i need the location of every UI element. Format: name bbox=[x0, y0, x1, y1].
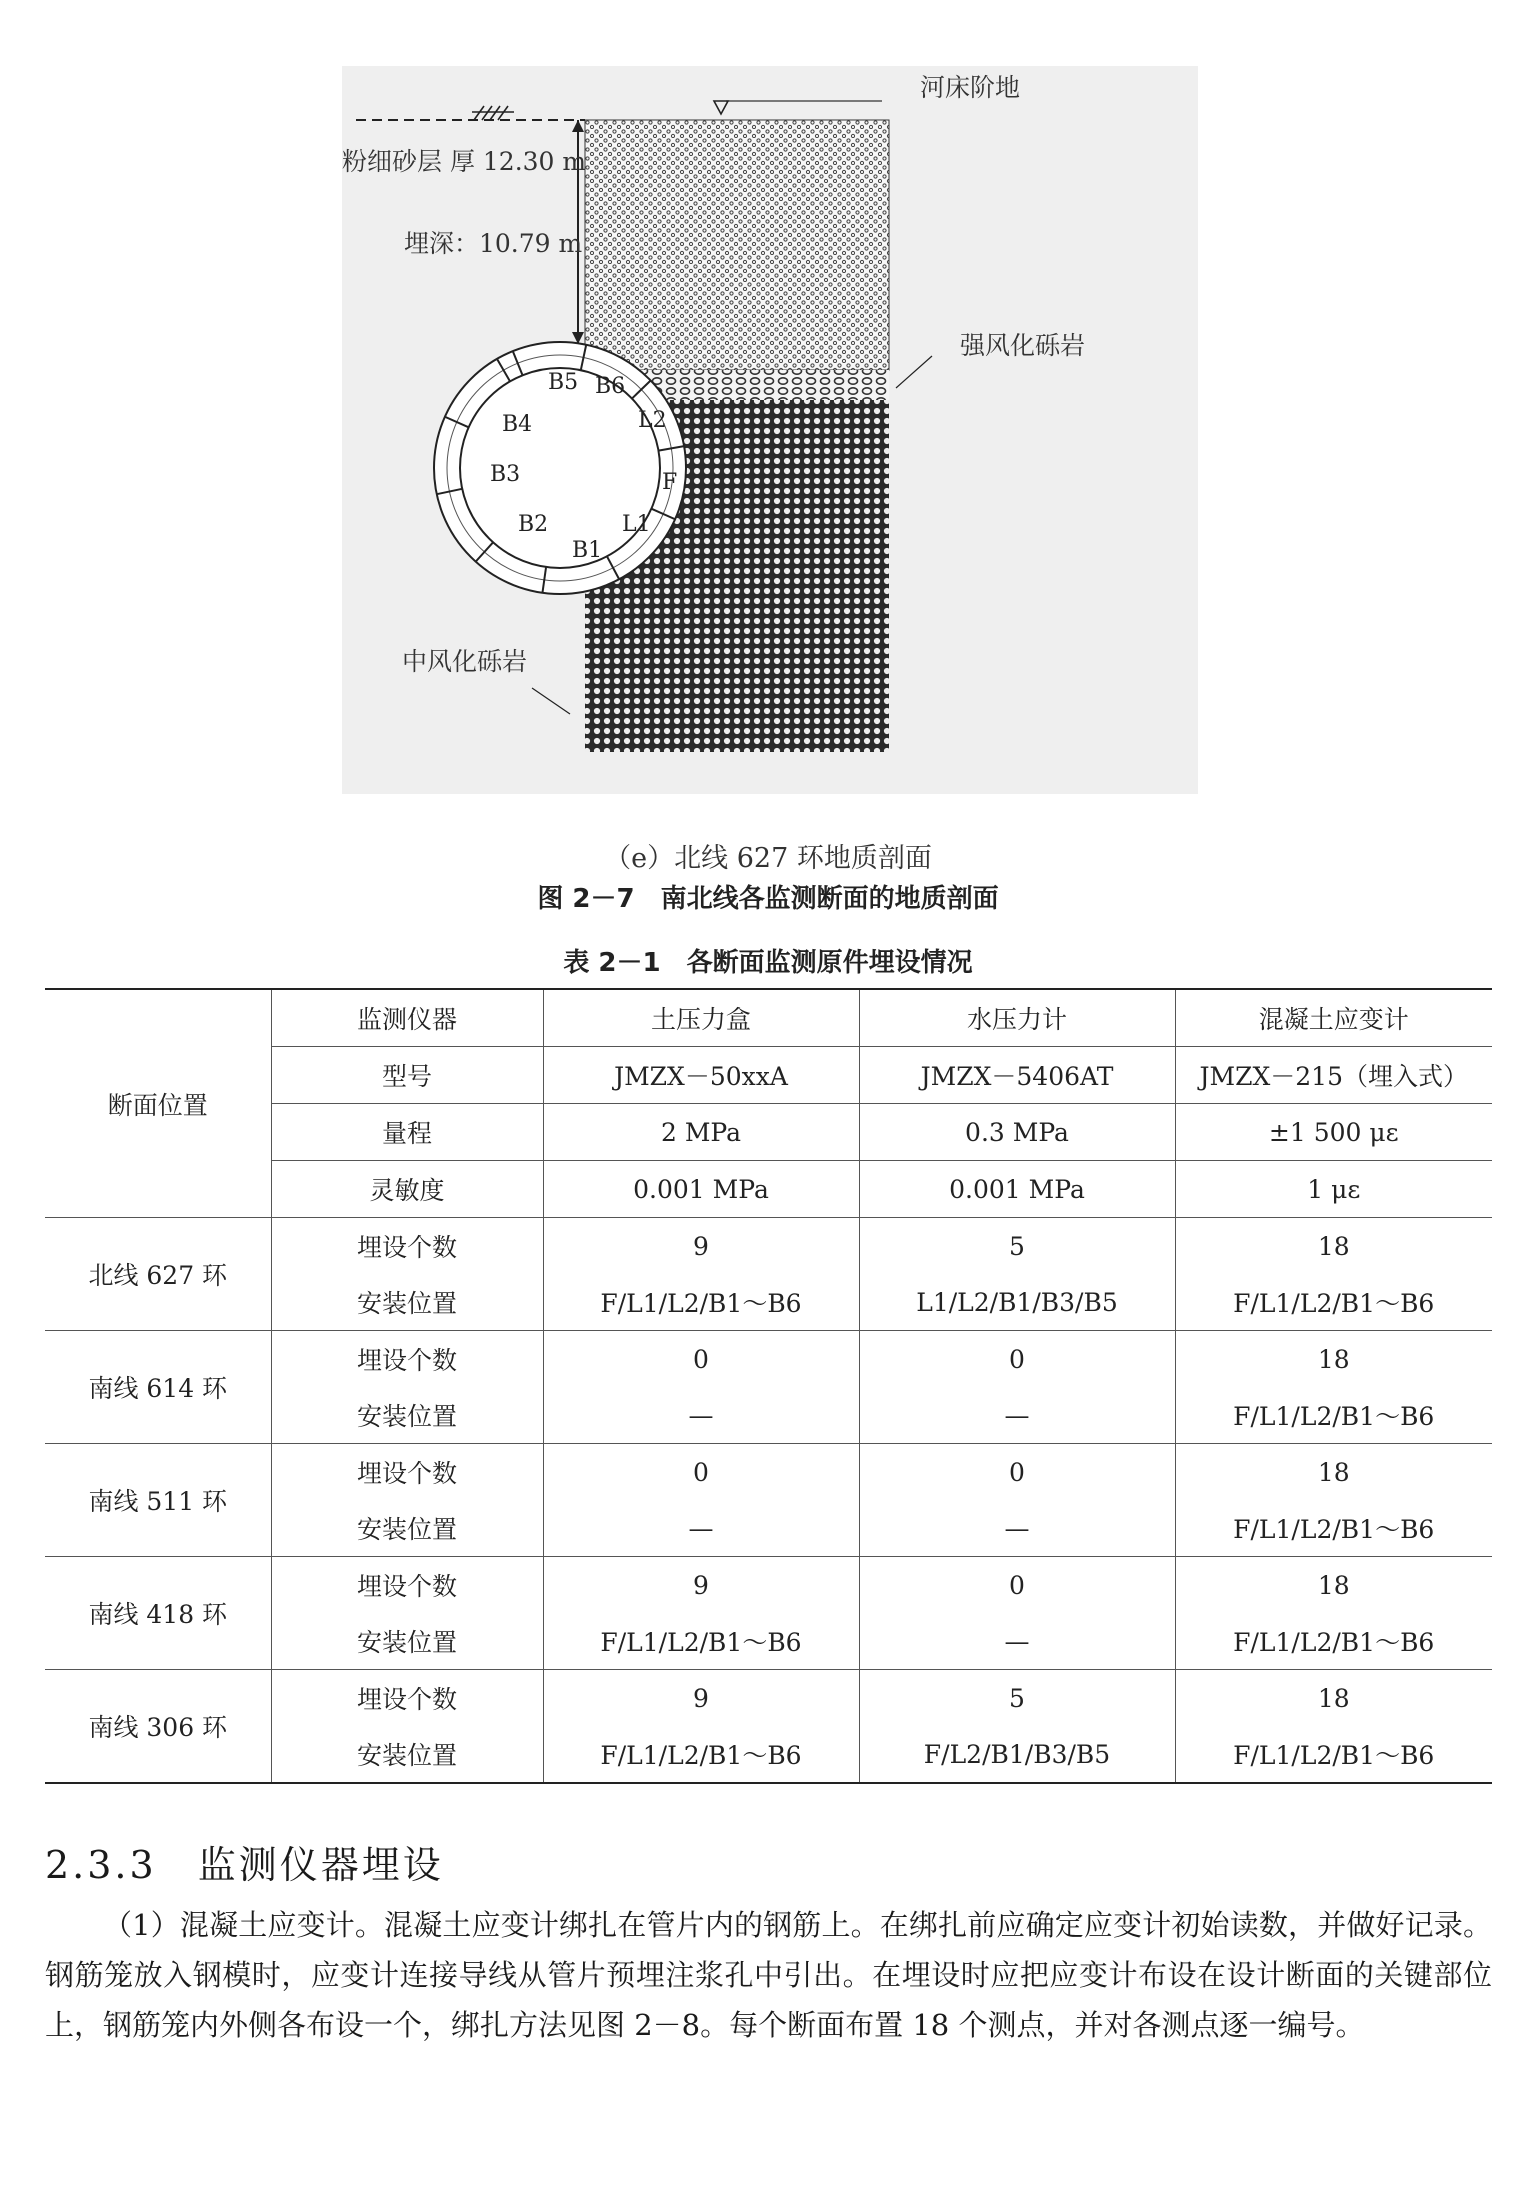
depth-label: 埋深：10.79 m bbox=[404, 229, 583, 258]
section-name-cell: 南线 418 环 bbox=[45, 1557, 271, 1670]
section-heading: 2.3.3 监测仪器埋设 bbox=[45, 1843, 444, 1887]
table-cell: 1 με bbox=[1175, 1161, 1492, 1218]
table-cell: ±1 500 με bbox=[1175, 1104, 1492, 1161]
segment-label-b5: B5 bbox=[548, 370, 579, 395]
table-cell: 安装位置 bbox=[271, 1500, 543, 1557]
ground-hatch-icon bbox=[472, 106, 514, 120]
table-cell: 9 bbox=[543, 1670, 859, 1727]
table-cell: 埋设个数 bbox=[271, 1557, 543, 1614]
terrace-marker-icon bbox=[714, 101, 728, 114]
table-title: 表 2－1 各断面监测原件埋设情况 bbox=[563, 948, 973, 978]
table-cell: 安装位置 bbox=[271, 1274, 543, 1331]
medium-weathered-label: 中风化砾岩 bbox=[402, 647, 528, 676]
table-cell: 水压力计 bbox=[859, 989, 1175, 1047]
sand-layer-label: 粉细砂层 厚 12.30 m bbox=[342, 147, 587, 176]
table-cell: 2 MPa bbox=[543, 1104, 859, 1161]
table-cell: F/L1/L2/B1～B6 bbox=[1175, 1274, 1492, 1331]
table-cell: 0 bbox=[859, 1444, 1175, 1501]
table-cell: F/L1/L2/B1～B6 bbox=[543, 1726, 859, 1783]
table-row bbox=[45, 1670, 1492, 1727]
table-cell: F/L1/L2/B1～B6 bbox=[543, 1613, 859, 1670]
table-cell: 0 bbox=[859, 1331, 1175, 1388]
section-name-cell: 南线 511 环 bbox=[45, 1444, 271, 1557]
table-cell: 量程 bbox=[271, 1104, 543, 1161]
monitoring-table bbox=[45, 988, 1492, 1784]
table-cell: 9 bbox=[543, 1557, 859, 1614]
table-cell: 埋设个数 bbox=[271, 1331, 543, 1388]
segment-label-l2: L2 bbox=[638, 408, 667, 433]
table-cell: L1/L2/B1/B3/B5 bbox=[859, 1274, 1175, 1331]
segment-label-b1: B1 bbox=[572, 538, 603, 563]
figure-subcaption: （e）北线 627 环地质剖面 bbox=[604, 843, 932, 874]
table-cell: F/L1/L2/B1～B6 bbox=[1175, 1500, 1492, 1557]
table-cell: — bbox=[859, 1500, 1175, 1557]
segment-label-f: F bbox=[662, 470, 678, 495]
table-row bbox=[45, 1218, 1492, 1275]
table-cell: 埋设个数 bbox=[271, 1218, 543, 1275]
geological-section-figure bbox=[342, 66, 1198, 794]
table-row bbox=[45, 1557, 1492, 1614]
table-cell: 混凝土应变计 bbox=[1175, 989, 1492, 1047]
figure-title: 图 2－7 南北线各监测断面的地质剖面 bbox=[537, 884, 999, 914]
table-cell: 0 bbox=[859, 1557, 1175, 1614]
section-name-cell: 北线 627 环 bbox=[45, 1218, 271, 1331]
table-cell: — bbox=[859, 1387, 1175, 1444]
segment-label-l1: L1 bbox=[622, 512, 651, 537]
table-cell: 18 bbox=[1175, 1331, 1492, 1388]
segment-label-b4: B4 bbox=[502, 412, 533, 437]
segment-label-b6: B6 bbox=[595, 374, 626, 399]
table-cell: 安装位置 bbox=[271, 1726, 543, 1783]
section-name-cell: 南线 614 环 bbox=[45, 1331, 271, 1444]
section-name-cell: 南线 306 环 bbox=[45, 1670, 271, 1784]
section-header-cell: 断面位置 bbox=[45, 989, 271, 1218]
table-cell: 监测仪器 bbox=[271, 989, 543, 1047]
table-cell: 5 bbox=[859, 1670, 1175, 1727]
sand-layer bbox=[585, 120, 889, 370]
table-cell: 18 bbox=[1175, 1557, 1492, 1614]
segment-label-b3: B3 bbox=[490, 462, 521, 487]
table-cell: 18 bbox=[1175, 1218, 1492, 1275]
table-cell: 18 bbox=[1175, 1670, 1492, 1727]
table-cell: F/L1/L2/B1～B6 bbox=[543, 1274, 859, 1331]
body-paragraph: （1）混凝土应变计。混凝土应变计绑扎在管片内的钢筋上。在绑扎前应确定应变计初始读数，并做好记录。钢筋笼放入钢模时，应变计连接导线从管片预埋注浆孔中引出。在埋设时应把应变计布设在设计断面的关键部位上，钢筋笼内外侧各布设一个，绑扎方法见图 2－8。每个断面布置 18 个测点，并对各测点逐一编号。 bbox=[45, 1908, 1492, 2042]
table-cell: F/L2/B1/B3/B5 bbox=[859, 1726, 1175, 1783]
table-cell: — bbox=[859, 1613, 1175, 1670]
table-cell: 0.001 MPa bbox=[859, 1161, 1175, 1218]
table-cell: 0.3 MPa bbox=[859, 1104, 1175, 1161]
table-cell: — bbox=[543, 1387, 859, 1444]
table-row bbox=[45, 1331, 1492, 1388]
table-row bbox=[45, 1444, 1492, 1501]
table-cell: F/L1/L2/B1～B6 bbox=[1175, 1387, 1492, 1444]
table-cell: 埋设个数 bbox=[271, 1444, 543, 1501]
table-cell: 型号 bbox=[271, 1047, 543, 1104]
table-cell: 安装位置 bbox=[271, 1387, 543, 1444]
table-cell: 9 bbox=[543, 1218, 859, 1275]
table-cell: 土压力盒 bbox=[543, 989, 859, 1047]
strong-weathered-label: 强风化砾岩 bbox=[960, 331, 1086, 360]
table-cell: 0 bbox=[543, 1331, 859, 1388]
terrace-label: 河床阶地 bbox=[920, 73, 1021, 102]
table-cell: 0.001 MPa bbox=[543, 1161, 859, 1218]
table-cell: 埋设个数 bbox=[271, 1670, 543, 1727]
table-cell: 灵敏度 bbox=[271, 1161, 543, 1218]
table-cell: 安装位置 bbox=[271, 1613, 543, 1670]
table-cell: — bbox=[543, 1500, 859, 1557]
segment-label-b2: B2 bbox=[518, 512, 549, 537]
table-cell: JMZX－215（埋入式） bbox=[1175, 1047, 1492, 1104]
table-cell: F/L1/L2/B1～B6 bbox=[1175, 1613, 1492, 1670]
table-cell: 0 bbox=[543, 1444, 859, 1501]
table-row bbox=[45, 989, 1492, 1047]
table-cell: JMZX－50xxA bbox=[543, 1047, 859, 1104]
table-cell: JMZX－5406AT bbox=[859, 1047, 1175, 1104]
table-cell: 18 bbox=[1175, 1444, 1492, 1501]
table-cell: F/L1/L2/B1～B6 bbox=[1175, 1726, 1492, 1783]
table-cell: 5 bbox=[859, 1218, 1175, 1275]
